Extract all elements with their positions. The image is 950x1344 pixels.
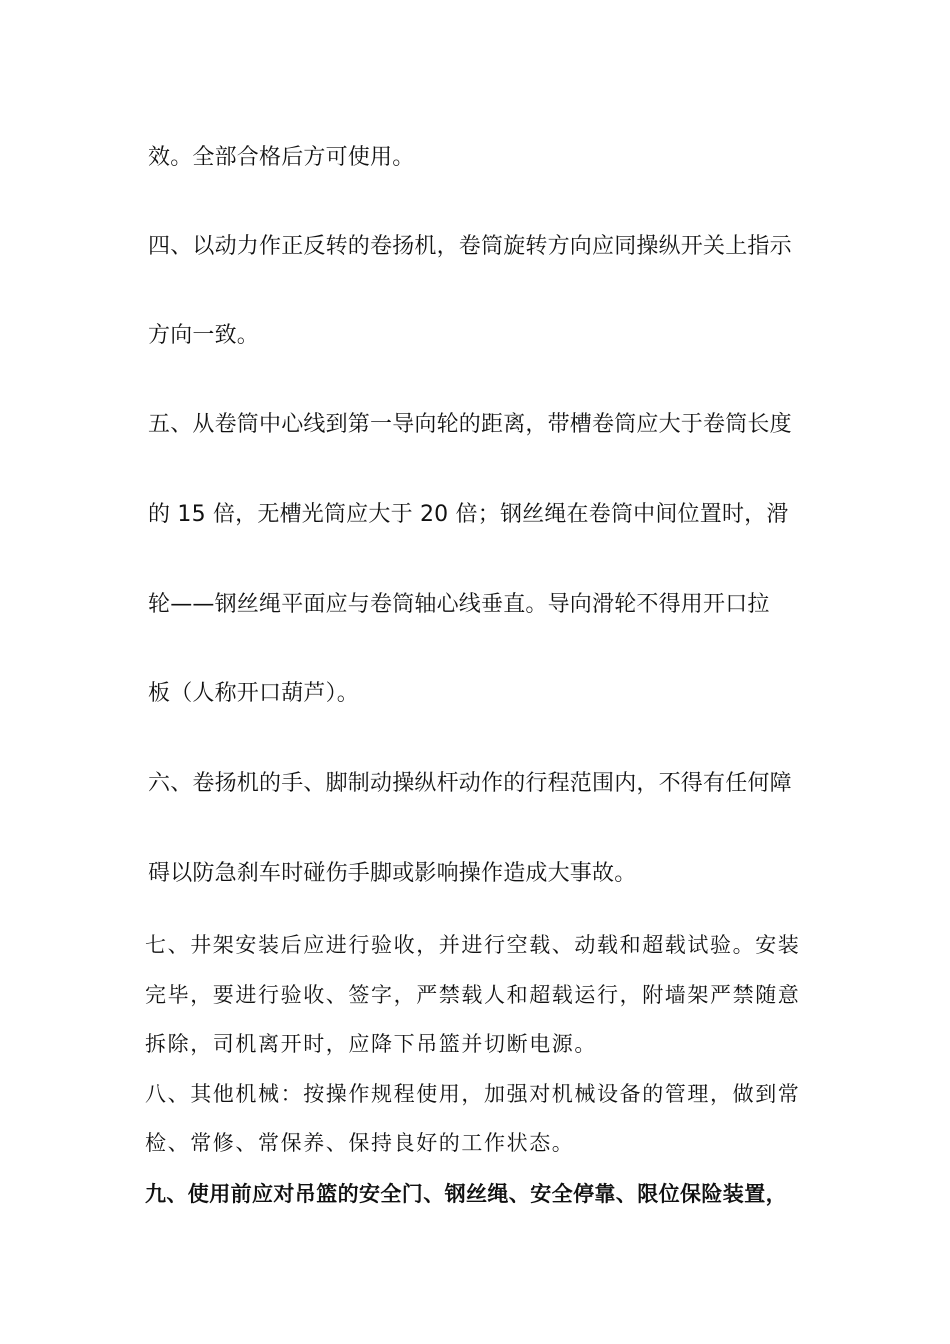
paragraph-line: 检、常修、常保养、保持良好的工作状态。	[145, 1131, 575, 1155]
paragraph-line: 八、其他机械：按操作规程使用，加强对机械设备的管理，做到常	[145, 1082, 801, 1106]
paragraph-line: 四、以动力作正反转的卷扬机，卷筒旋转方向应同操纵开关上指示	[148, 234, 792, 259]
paragraph-line: 碍以防急刹车时碰伤手脚或影响操作造成大事故。	[148, 861, 637, 886]
paragraph-line: 方向一致。	[148, 323, 260, 348]
paragraph-line: 九、使用前应对吊篮的安全门、钢丝绳、安全停靠、限位保险装置，	[145, 1182, 787, 1206]
paragraph-line: 轮——钢丝绳平面应与卷筒轴心线垂直。导向滑轮不得用开口拉	[148, 592, 770, 617]
paragraph-line: 完毕，要进行验收、签字，严禁载人和超载运行，附墙架严禁随意	[145, 983, 801, 1007]
paragraph-line: 六、卷扬机的手、脚制动操纵杆动作的行程范围内，不得有任何障	[148, 771, 792, 796]
paragraph-line: 的 15 倍，无槽光筒应大于 20 倍；钢丝绳在卷筒中间位置时，滑	[148, 502, 789, 527]
paragraph-line: 拆除，司机离开时，应降下吊篮并切断电源。	[145, 1032, 597, 1056]
paragraph-line: 效。全部合格后方可使用。	[148, 145, 415, 170]
paragraph-line: 五、从卷筒中心线到第一导向轮的距离，带槽卷筒应大于卷筒长度	[148, 412, 792, 437]
paragraph-line: 板（人称开口葫芦）。	[148, 681, 360, 706]
paragraph-line: 七、井架安装后应进行验收，并进行空载、动载和超载试验。安装	[145, 933, 801, 957]
